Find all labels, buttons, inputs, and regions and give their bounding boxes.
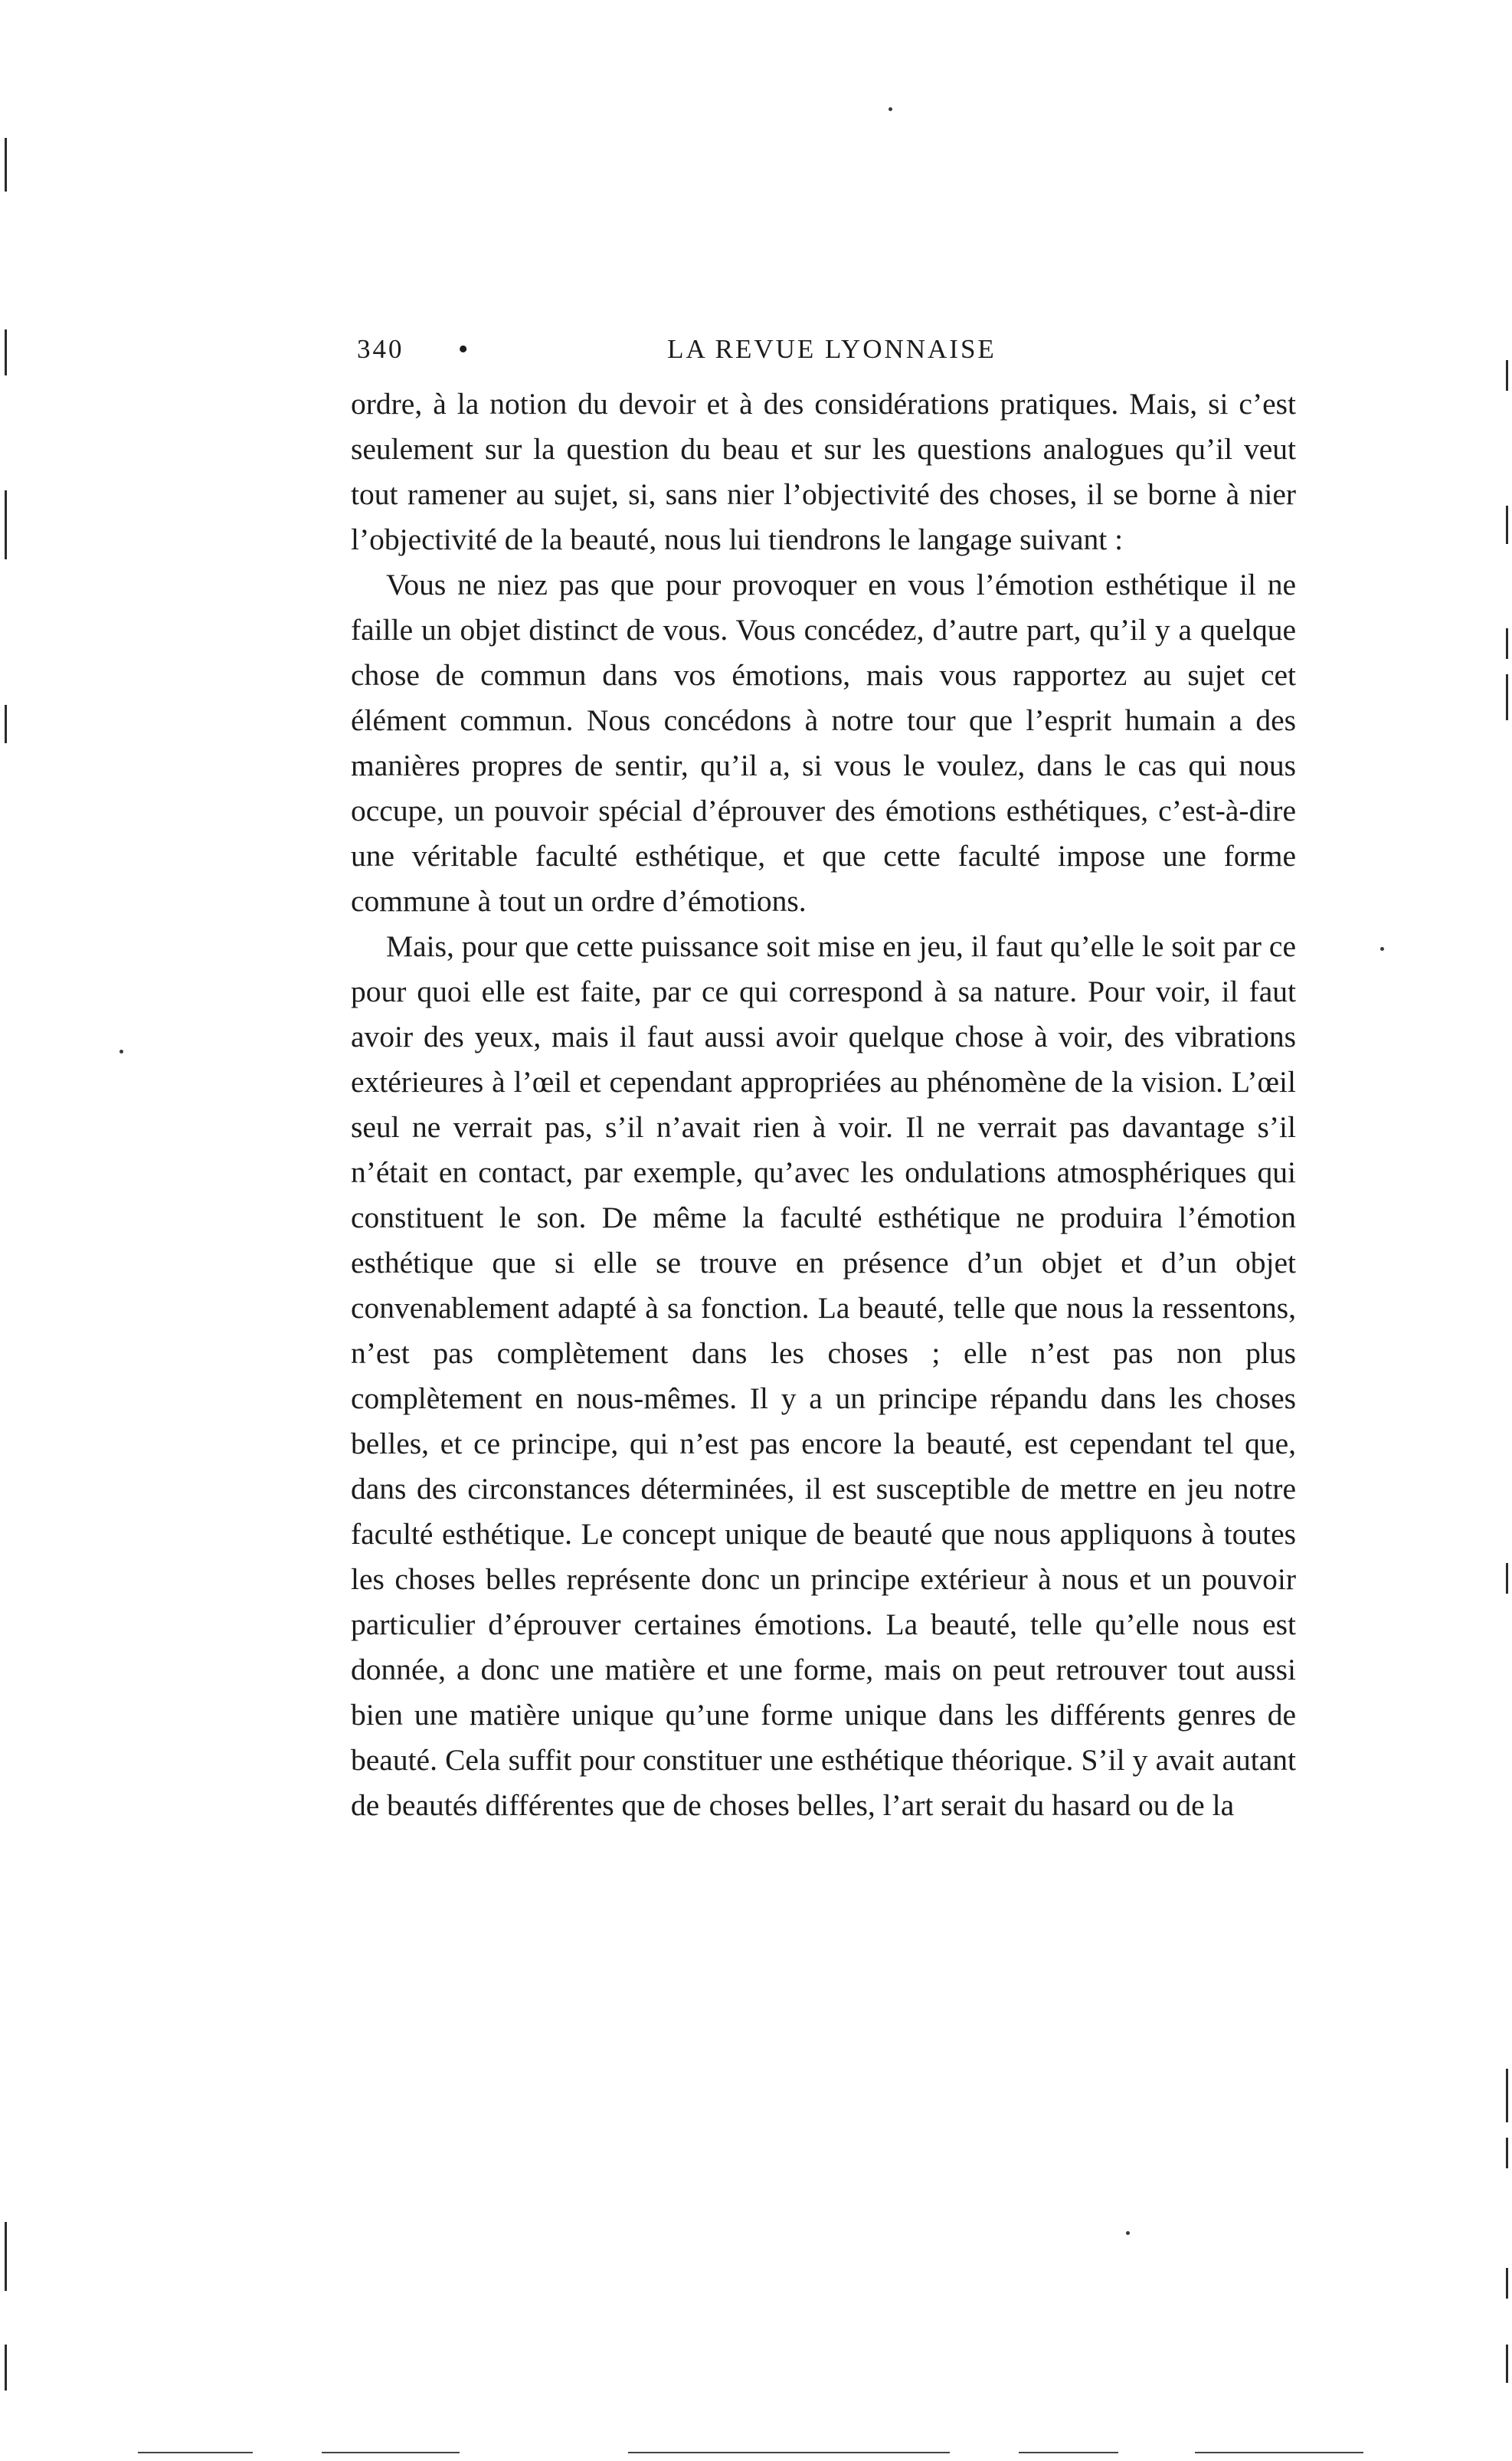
scan-mark-right xyxy=(1506,506,1508,544)
journal-title: LA REVUE LYONNAISE xyxy=(667,334,997,364)
scan-mark-left xyxy=(5,2345,7,2391)
scan-bottom-edge xyxy=(628,2452,950,2453)
scan-mark-right xyxy=(1506,2268,1508,2299)
header-separator-dot: • xyxy=(458,333,471,365)
scan-mark-left xyxy=(5,490,7,559)
scan-mark-right xyxy=(1506,628,1508,659)
scan-mark-left xyxy=(5,2222,7,2291)
scan-mark-left xyxy=(5,329,7,375)
scan-mark-left xyxy=(5,705,7,743)
scan-mark-right xyxy=(1506,1563,1508,1594)
scan-mark-left xyxy=(5,138,7,192)
running-head xyxy=(357,334,1307,374)
paragraph: Mais, pour que cette puissance soit mise en jeu, il faut qu’elle le soit par ce pour quoi elle est faite, par ce qui correspond à sa nature. Pour voir, il faut avoir des yeux, mais il faut aussi avoir quelque chose à voir, des vibrations extérieures à l’œil et cependant appropriées au phénomène de la vision. L’œil seul ne verrait pas, s’il n’avait rien à voir. Il ne verrait pas davantage s’il n’était en contact, par exemple, qu’avec les ondulations atmosphériques qui constituent le son. De même la faculté esthétique ne produira l’émotion esthétique que si elle se trouve en présence d’un objet et d’un objet convenablement adapté à sa fonction. La beauté, telle que nous la ressentons, n’est pas complètement dans les choses ; elle n’est pas non plus complètement en nous-mêmes. Il y a un principe répandu dans les choses belles, et ce principe, qui n’est pas encore la beauté, est cependant tel que, dans des circonstances déterminées, il est susceptible de mettre en jeu notre faculté esthétique. Le concept unique de beauté que nous appliquons à toutes les choses belles représente donc un principe extérieur à nous et un pouvoir particulier d’éprouver certaines émotions. La beauté, telle qu’elle nous est donnée, a donc une matière et une forme, mais on peut retrouver tout aussi bien une matière unique qu’une forme unique dans les différents genres de beauté. Cela suffit pour constituer une esthétique théorique. S’il y avait autant de beautés différentes que de choses belles, l’art serait du hasard ou de la xyxy=(351,929,1296,1822)
scan-speck xyxy=(1126,2231,1130,2235)
scan-mark-right xyxy=(1506,2345,1508,2383)
page-number: 340 xyxy=(357,334,404,364)
paragraph: Vous ne niez pas que pour provoquer en vous l’émotion esthétique il ne faille un objet distinct de vous. Vous concédez, d’autre part, qu’il y a quelque chose de commun dans vos émotions, mais vous rapportez au sujet cet élément commun. Nous concédons à notre tour que l’esprit humain a des manières propres de sentir, qu’il a, si vous le voulez, dans le cas qui nous occupe, un pouvoir spécial d’éprouver des émotions esthétiques, c’est-à-dire une véritable faculté esthétique, et que cette faculté impose une forme commune à tout un ordre d’émotions. xyxy=(351,568,1296,918)
scan-speck xyxy=(119,1050,123,1054)
paragraph-continued: ordre, à la notion du devoir et à des considérations pratiques. Mais, si c’est seulement sur la question du beau et sur les questions analogues qu’il veut tout ramener au sujet, si, sans nier l’objectivité des choses, il se borne à nier l’objectivité de la beauté, nous lui tiendrons le langage suivant : xyxy=(351,387,1296,556)
scan-speck xyxy=(889,107,892,111)
scan-speck xyxy=(1380,947,1384,951)
scan-mark-right xyxy=(1506,360,1508,391)
scan-mark-right xyxy=(1506,674,1508,720)
scan-bottom-edge xyxy=(322,2452,460,2453)
body-text xyxy=(351,382,1296,1828)
scan-bottom-edge xyxy=(138,2452,253,2453)
scan-bottom-edge xyxy=(1195,2452,1363,2453)
scan-mark-right xyxy=(1506,2138,1508,2168)
scan-mark-right xyxy=(1506,2069,1508,2122)
scan-bottom-edge xyxy=(1019,2452,1118,2453)
